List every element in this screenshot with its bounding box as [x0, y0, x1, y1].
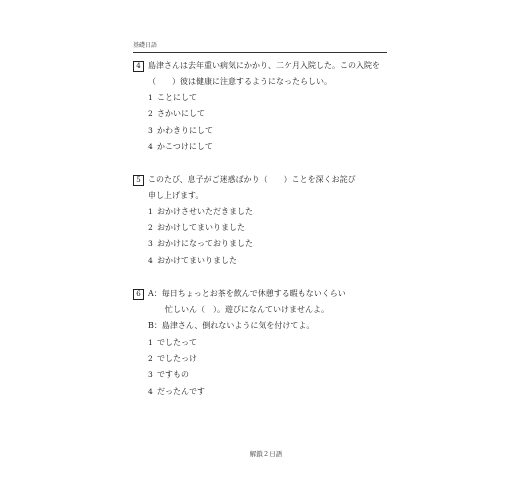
option-text: おかけさせいただきました — [157, 207, 253, 216]
question-number-box: 5 — [133, 175, 144, 186]
option-number: 1 — [148, 93, 153, 102]
question-text-line: 島津さんは去年重い病気にかかり、二ケ月入院した。この入院を — [148, 61, 380, 70]
option-text: おかけになっておりました — [157, 239, 253, 248]
option-number: 2 — [148, 223, 153, 232]
question-text-line: このたび、息子がご迷惑ばかり（ ）ことを深くお詫び — [148, 175, 356, 184]
option-number: 1 — [148, 207, 153, 216]
option-text: かわきりにして — [157, 126, 213, 135]
question-text-line: （ ）彼は健康に注意するようになったらしい。 — [148, 77, 332, 86]
dialogue-line-a-cont: 忙しいん（ ）。遊びになんていけませんよ。 — [165, 305, 329, 314]
header-rule — [133, 52, 387, 53]
dialogue-line-a: A：毎日ちょっとお茶を飲んで休憩する暇もないくらい — [148, 289, 346, 298]
option-number: 3 — [148, 370, 153, 379]
dialogue-line-b: B：島津さん、倒れないように気を付けてよ。 — [148, 321, 315, 330]
question-number-box: 4 — [133, 61, 144, 72]
question-text-line: 申し上げます。 — [148, 191, 204, 200]
option-number: 4 — [148, 256, 153, 265]
option-text: おかけしてまいりました — [157, 223, 245, 232]
running-header: 基礎日語 — [133, 42, 158, 49]
option-number: 2 — [148, 354, 153, 363]
option-text: でしたっけ — [157, 354, 197, 363]
option-text: ですもの — [157, 370, 189, 379]
option-text: ことにして — [157, 93, 197, 102]
option-number: 3 — [148, 239, 153, 248]
option-number: 3 — [148, 126, 153, 135]
option-number: 1 — [148, 338, 153, 347]
option-number: 2 — [148, 109, 153, 118]
option-text: だったんです — [157, 387, 205, 396]
page-footer: 解鎖２日語 — [249, 450, 283, 458]
question-number-box: 6 — [133, 289, 144, 300]
option-number: 4 — [148, 387, 153, 396]
option-number: 4 — [148, 142, 153, 151]
option-text: おかけてまいりました — [157, 256, 237, 265]
option-text: さかいにして — [157, 109, 205, 118]
option-text: でしたって — [157, 338, 197, 347]
option-text: かこつけにして — [157, 142, 213, 151]
